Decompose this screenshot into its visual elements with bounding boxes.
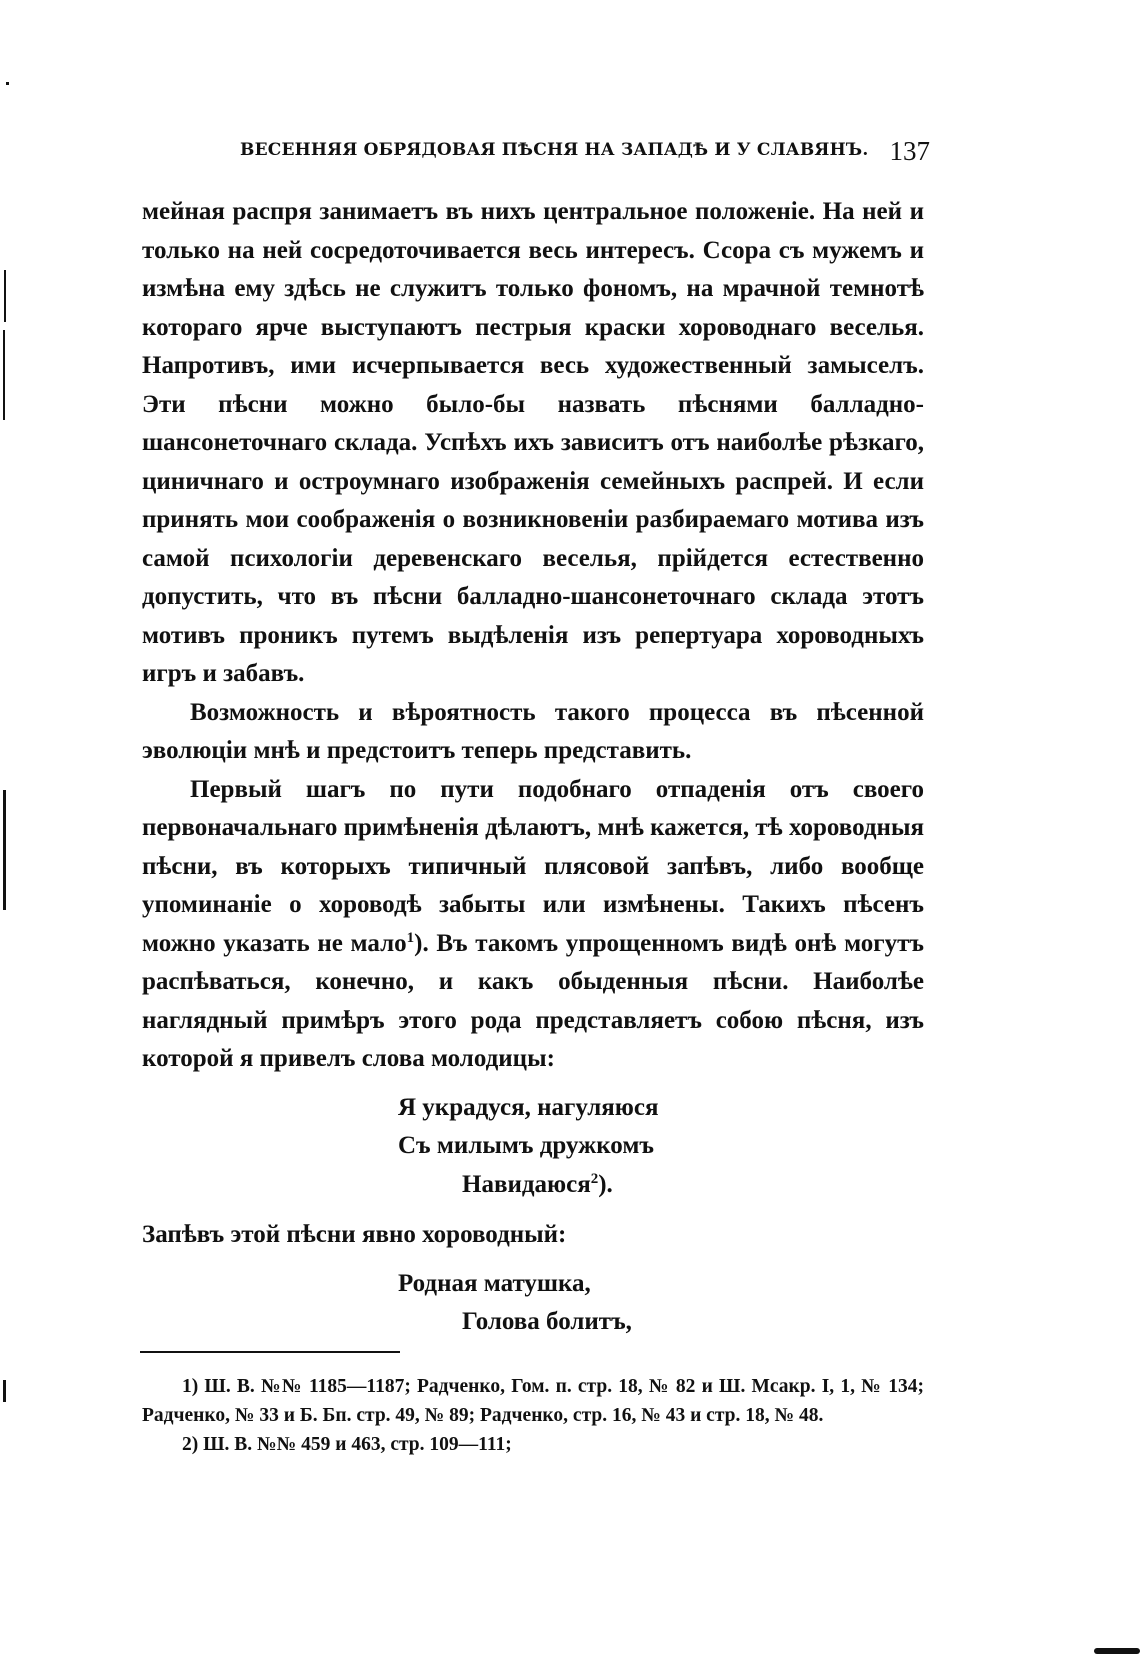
page-header <box>240 136 930 166</box>
footnote: 1) Ш. В. №№ 1185—1187; Радченко, Гом. п. стр. 18, № 82 и Ш. Мсакр. I, 1, № 134; Радченко, № 33 и Б. Бп. стр. 49, № 89; Радченко, стр. 16, № 43 и стр. 18, № 48. <box>142 1376 924 1426</box>
verse-line: Съ милымъ дружкомъ <box>398 1132 654 1159</box>
paragraph-text: ). Въ такомъ упрощенномъ видѣ онѣ могутъ распѣваться, конечно, и какъ обыденныя пѣсни. Наиболѣе наглядный примѣръ этого рода представляетъ собою пѣсня, изъ которой я привелъ слова молодицы: <box>142 929 925 1072</box>
verse-line-text: Навидаюся <box>462 1170 591 1198</box>
footnote: 2) Ш. В. №№ 459 и 463, стр. 109—111; <box>182 1434 512 1455</box>
verse-line <box>142 1166 924 1205</box>
paragraph-text: Первый шагъ по пути подобнаго отпаденія отъ своего первоначальнаго примѣненія дѣлаютъ, мнѣ кажется, тѣ хороводныя пѣсни, въ которыхъ типичный плясовой запѣвъ, либо вообще упоминаніе о хороводѣ забыты или измѣнены. Такихъ пѣсенъ можно указать не мало <box>142 775 924 957</box>
verse-line: Родная матушка, <box>398 1269 591 1297</box>
running-head: ВЕСЕННЯЯ ОБРЯДОВАЯ ПѢСНЯ НА ЗАПАДѢ И У СЛАВЯНЪ. <box>240 140 869 160</box>
page-number: 137 <box>889 136 930 166</box>
scan-edge-mark <box>6 82 9 85</box>
verse-quote <box>142 1265 924 1342</box>
footnote-divider <box>140 1351 400 1353</box>
verse-line: Я украдуся, нагуляюся <box>398 1093 659 1121</box>
scan-edge-mark <box>3 1380 6 1402</box>
footnote-ref: 2 <box>590 1170 599 1187</box>
scan-edge-mark <box>3 790 6 910</box>
body-text <box>142 193 924 1354</box>
scan-edge-mark <box>3 330 5 420</box>
footnote-ref: 1 <box>406 929 415 946</box>
footnotes <box>142 1372 924 1459</box>
scan-edge-mark <box>1094 1648 1140 1654</box>
paragraph: Запѣвъ этой пѣсни явно хороводный: <box>142 1221 567 1248</box>
paragraph: мейная распря занимаетъ въ нихъ центральное положеніе. На ней и только на ней сосредоточивается весь интересъ. Ссора съ мужемъ и измѣна ему здѣсь не служитъ только фономъ, на мрачной темнотѣ котораго ярче выступаютъ пестрыя краски хороводнаго веселья. Напротивъ, ими исчерпывается весь художественный замыселъ. Эти пѣсни можно было-бы назвать пѣснями балладно-шансонеточнаго склада. Успѣхъ ихъ зависитъ отъ наиболѣе рѣзкаго, циничнаго и остроумнаго изображенія семейныхъ распрей. И если принять мои соображенія о возникновеніи разбираемаго мотива изъ самой психологіи деревенскаго веселья, прійдется естественно допустить, что въ пѣсни балладно-шансонеточнаго склада этотъ мотивъ проникъ путемъ выдѣленія изъ репертуара хороводныхъ игръ и забавъ. <box>142 198 924 687</box>
paragraph <box>142 771 924 1079</box>
verse-line-text: ). <box>598 1170 613 1198</box>
paragraph: Возможность и вѣроятность такого процесса въ пѣсенной эволюціи мнѣ и предстоитъ теперь представить. <box>142 698 924 764</box>
scan-edge-mark <box>4 270 6 322</box>
verse-quote <box>142 1089 924 1205</box>
verse-line: Голова болитъ, <box>462 1308 632 1335</box>
